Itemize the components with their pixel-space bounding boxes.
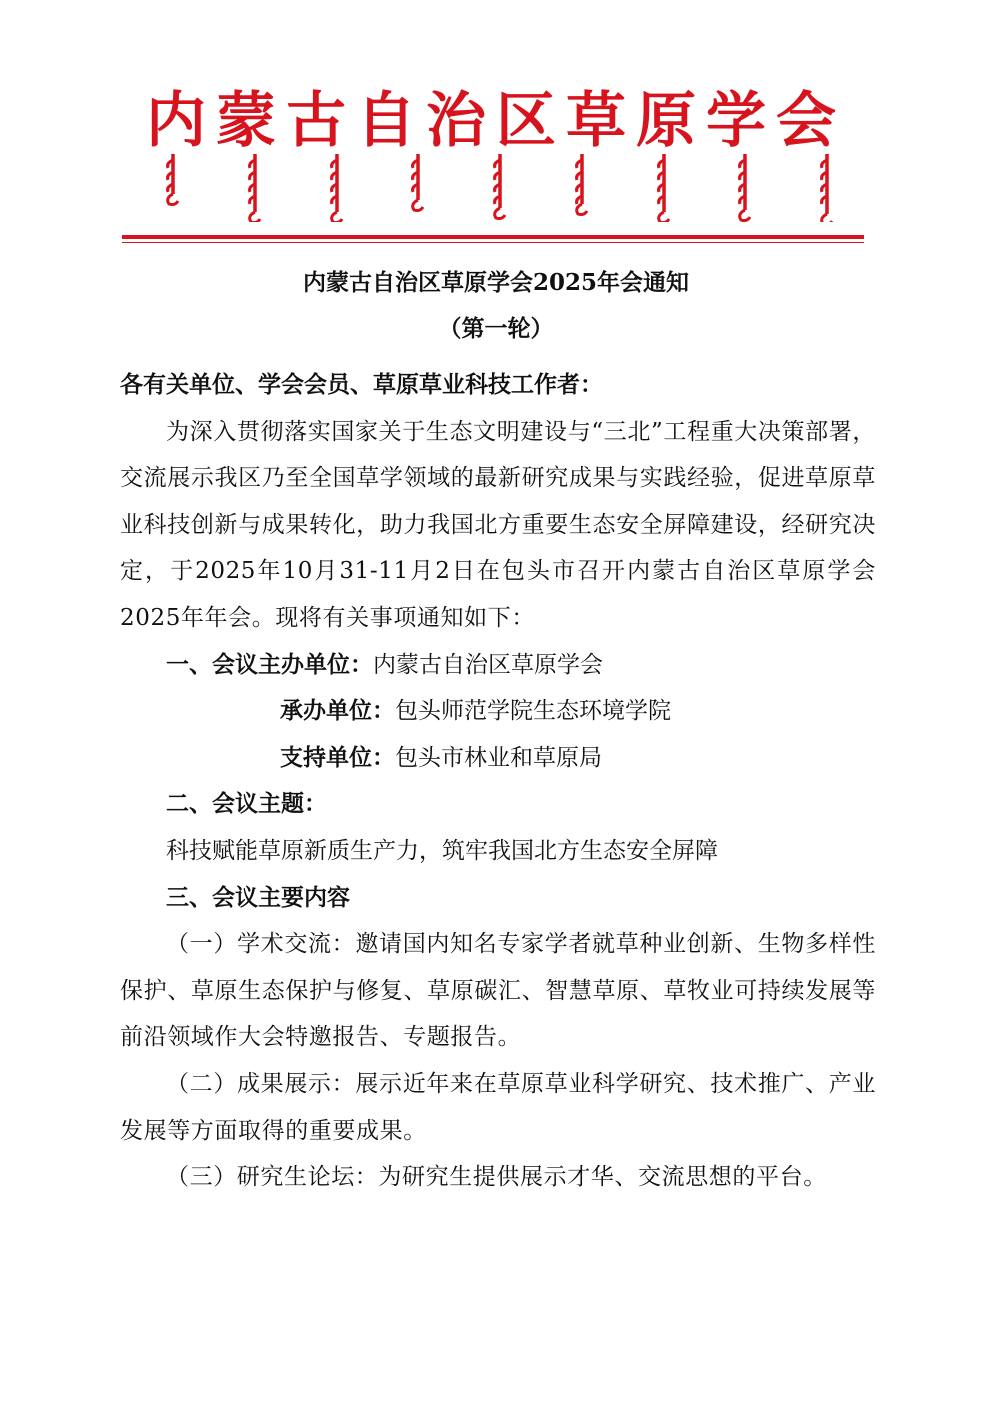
- mongolian-word-4: [405, 150, 431, 222]
- content-heading: 三、会议主要内容: [166, 883, 350, 911]
- intro-paragraph: 为深入贯彻落实国家关于生态文明建设与“三北”工程重大决策部署，交流展示我区乃至全国草学领域的最新研究成果与实践经验，促进草原草业科技创新与成果转化，助力我国北方重要生态安全屏障建设，经研究决定，于2025年10月31-11月2日在包头市召开内蒙古自治区草原学会2025年年会。现将有关事项通知如下：: [120, 418, 876, 631]
- letterhead-rule-thick: [122, 235, 864, 239]
- mongolian-word-6: [569, 150, 595, 222]
- mongolian-word-7: [651, 150, 677, 222]
- supporter-label: 支持单位：: [280, 743, 395, 771]
- mongolian-word-8: [732, 150, 758, 222]
- content-item-academic-exchange: （一）学术交流：邀请国内知名专家学者就草种业创新、生物多样性保护、草原生态保护与修复、草原碳汇、智慧草原、草牧业可持续发展等前沿领域作大会特邀报告、专题报告。: [120, 931, 876, 1051]
- content-item-graduate-forum: （三）研究生论坛：为研究生提供展示才华、交流思想的平台。: [166, 1164, 827, 1191]
- theme-text: 科技赋能草原新质生产力，筑牢我国北方生态安全屏障: [166, 837, 718, 864]
- host-line: [120, 642, 876, 689]
- host-label: 一、会议主办单位：: [166, 650, 373, 678]
- supporter-line: [120, 735, 876, 782]
- notice-title: 内蒙古自治区草原学会2025年会通知: [302, 269, 689, 296]
- organizer-value: 包头师范学院生态环境学院: [395, 698, 671, 725]
- content-item-achievement-display: （二）成果展示：展示近年来在草原草业科学研究、技术推广、产业发展等方面取得的重要成果。: [120, 1070, 876, 1144]
- notice-subtitle: （第一轮）: [438, 315, 554, 342]
- theme-heading: 二、会议主题：: [166, 790, 327, 818]
- organizer-line: [120, 688, 876, 735]
- mongolian-word-3: [324, 150, 350, 222]
- letterhead-rule-thin: [122, 242, 864, 243]
- notice-body: [120, 362, 876, 1201]
- organizer-label: 承办单位：: [280, 697, 395, 725]
- salutation: 各有关单位、学会会员、草原草业科技工作者：: [120, 371, 603, 398]
- mongolian-word-2: [242, 150, 268, 222]
- supporter-value: 包头市林业和草原局: [395, 744, 602, 771]
- letterhead-org-name: 内蒙古自治区草原学会: [146, 86, 846, 156]
- mongolian-script-org-name: [160, 150, 840, 230]
- host-value: 内蒙古自治区草原学会: [373, 651, 603, 678]
- mongolian-word-5: [487, 150, 513, 222]
- mongolian-word-9: [814, 150, 840, 222]
- mongolian-word-1: [160, 150, 186, 222]
